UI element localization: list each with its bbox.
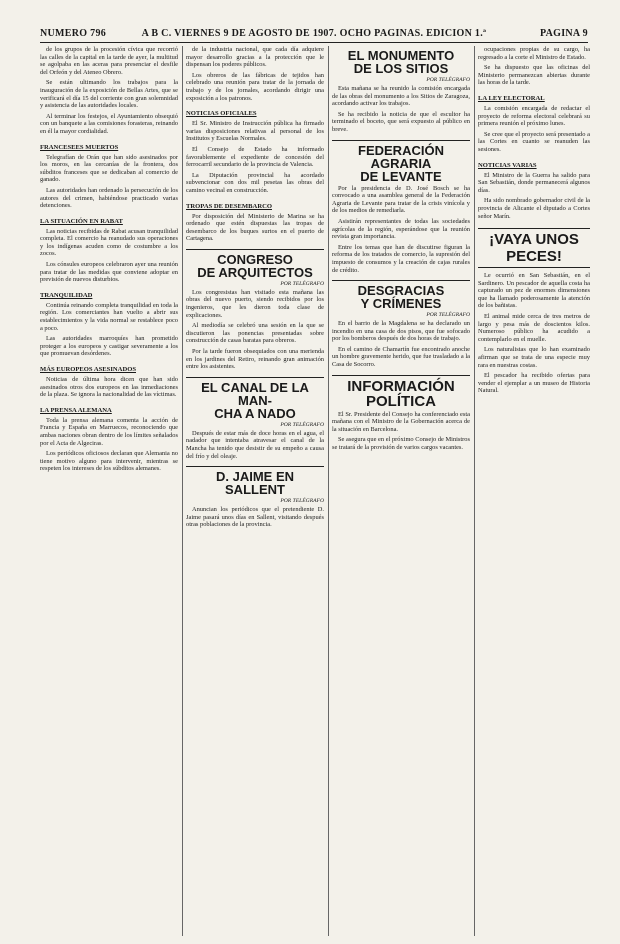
paragraph: Esta mañana se ha reunido la comisión encargada de las obras del monumento a los Sitios de Zaragoza, acordando activar los trabajos. [332, 85, 470, 108]
headline-line: FEDERACIÓN AGRARIA [358, 142, 444, 171]
column-rule [474, 46, 475, 936]
section-heading: NOTICIAS VARIAS [478, 161, 537, 169]
paragraph: Se asegura que en el próximo Consejo de Ministros se tratará de la provisión de varios cargos vacantes. [332, 436, 470, 452]
paragraph: Las noticias recibidas de Rabat acusan tranquilidad completa. El comercio ha reanudado sus operaciones y los indígenas acuden como de costumbre a los zocos. [40, 227, 178, 258]
headline-line: DE LEVANTE [360, 168, 442, 184]
paragraph: Telegrafían de Orán que han sido asesinados por los moros, en las cercanías de la frontera, dos súbditos franceses que se dedicaban al comercio de ganado. [40, 153, 178, 184]
paragraph: Las autoridades marroquíes han prometido proteger a los europeos y castigar severamente a los que promuevan desórdenes. [40, 335, 178, 358]
paragraph: de los grupos de la procesión cívica que recorrió las calles de la capital en la tarde de ayer, la multitud se agolpaba en las aceras para presenciar el desfile del Orfeón y del Ateneo Obrero. [40, 46, 178, 76]
paragraph: Los naturalistas que lo han examinado afirman que se trata de una especie muy rara en nuestras costas. [478, 346, 590, 369]
paragraph: El Sr. Presidente del Consejo ha conferenciado esta mañana con el Ministro de la Gobernación acerca de la situación en Barcelona. [332, 410, 470, 433]
section-heading: NOTICIAS OFICIALES [186, 110, 257, 118]
headline-line: D. JAIME EN SALLENT [215, 469, 294, 498]
paragraph: El Sr. Ministro de Instrucción pública ha firmado varias disposiciones relativas al personal de los Institutos y Escuelas Normales. [186, 120, 324, 143]
paragraph: Se ha dispuesto que las oficinas del Ministerio permanezcan abiertas durante las horas de la tarde. [478, 64, 590, 87]
section-heading: LA SITUACIÓN EN RABAT [40, 217, 123, 225]
date-line: A B C. VIERNES 9 DE AGOSTO DE 1907. OCHO PAGINAS. EDICION 1.ª [141, 28, 487, 39]
article-headline-monumento [332, 46, 470, 75]
paragraph: La Diputación provincial ha acordado subvencionar con dos mil pesetas las obras del camino vecinal en construcción. [186, 171, 324, 194]
paragraph: Por la tarde fueron obsequiados con una merienda en los jardines del Retiro, reinando gran animación entre los asistentes. [186, 348, 324, 371]
paragraph: Los obreros de las fábricas de tejidos han celebrado una reunión para tratar de la jornada de trabajo y de los jornales, acordando dirigir una exposición a los patronos. [186, 71, 324, 102]
column-1 [40, 46, 178, 936]
section-heading: LA LEY ELECTORAL [478, 94, 545, 102]
paragraph: El animal mide cerca de tres metros de largo y pesa más de doscientos kilos. Numeroso público ha acudido a contemplarlo en el muelle. [478, 313, 590, 343]
paragraph: Le ocurrió en San Sebastián, en el Sardinero. Un pescador de aquella costa ha capturado un pez de enormes dimensiones que ha llamado poderosamente la atención de los bañistas. [478, 272, 590, 310]
article-headline-canal [186, 377, 324, 420]
byline: POR TELÉGRAFO [280, 280, 324, 287]
paragraph: Los congresistas han visitado esta mañana las obras del nuevo puerto, siendo recibidos por los ingenieros, que les dieron toda clase de explicaciones. [186, 288, 324, 319]
byline: POR TELÉGRAFO [280, 498, 324, 505]
column-3 [332, 46, 470, 936]
paragraph: Por la presidencia de D. José Bosch se ha convocado a una asamblea general de la Federación Agraria de Levante para tratar de la crisis vinícola y de los medios de remediarla. [332, 184, 470, 215]
article-headline-desgracias [332, 280, 470, 310]
column-2 [186, 46, 324, 936]
headline-line: EL MONUMENTO [347, 48, 455, 63]
byline: POR TELÉGRAFO [426, 77, 470, 83]
paragraph: Después de estar más de doce horas en el agua, el nadador que intentaba atravesar el canal de la Mancha ha tenido que desistir de su empeño a causa del frío y del oleaje. [186, 429, 324, 460]
section-heading: TROPAS DE DESEMBARCO [186, 202, 272, 210]
paragraph: ocupaciones propias de su cargo, ha regresado a la corte el Ministro de Estado. [478, 46, 590, 61]
paragraph: El Ministro de la Guerra ha salido para San Sebastián, donde permanecerá algunos días. [478, 171, 590, 194]
paragraph: Por disposición del Ministerio de Marina se ha ordenado que estén dispuestas las tropas de desembarco de los buques surtos en el puerto de Cartagena. [186, 212, 324, 243]
paragraph: Continúa reinando completa tranquilidad en toda la región. Los comerciantes han vuelto a abrir sus establecimientos y la vida normal se restablece poco a poco. [40, 301, 178, 332]
section-heading: FRANCESEES MUERTOS [40, 143, 119, 151]
paragraph: Los periódicos oficiosos declaran que Alemania no tiene motivo alguno para intervenir, mientras se respeten los intereses de los súbditos alemanes. [40, 450, 178, 473]
paragraph: Noticias de última hora dicen que han sido asesinados otros dos europeos en las inmediaciones de la plaza. Se ignora la nacionalidad de las víctimas. [40, 376, 178, 399]
masthead [40, 28, 588, 43]
paragraph: Anuncian los periódicos que el pretendiente D. Jaime pasará unos días en Sallent, visitando después otras poblaciones de la provincia. [186, 506, 324, 529]
byline: POR TELÉGRAFO [280, 421, 324, 428]
page-number: PAGINA 9 [539, 28, 588, 39]
section-heading: TRANQUILIDAD [40, 291, 93, 299]
section-heading: MÁS EUROPEOS ASESINADOS [40, 366, 136, 373]
column-rule [328, 46, 329, 936]
paragraph: Se ha recibido la noticia de que el escultor ha terminado el boceto, que será expuesto al público en breve. [332, 110, 470, 133]
paragraph: En el camino de Chamartín fue encontrado anoche un hombre gravemente herido, que fue trasladado a la Casa de Socorro. [332, 345, 470, 369]
paragraph: Asistirán representantes de todas las sociedades agrícolas de la región, esperándose que la reunión revista gran importancia. [332, 217, 470, 241]
paragraph: En el barrio de la Magdalena se ha declarado un incendio en una casa de dos pisos, que fue sofocado por los bomberos después de dos horas de trabajo. [332, 320, 470, 343]
issue-number: NUMERO 796 [40, 28, 107, 39]
article-headline-informacion [332, 375, 470, 409]
headline-line: EL CANAL DE LA MAN- [201, 379, 309, 408]
paragraph: de la industria nacional, que cada día adquiere mayor desarrollo gracias a la protección que le dispensan los poderes públicos. [186, 46, 324, 69]
paragraph: El pescador ha recibido ofertas para vender el ejemplar a un museo de Historia Natural. [478, 372, 590, 395]
article-headline-jaime [186, 466, 324, 496]
column-4 [478, 46, 590, 936]
headline-line: INFORMACIÓN [347, 377, 455, 395]
paragraph: Ha sido nombrado gobernador civil de la provincia de Alicante el diputado a Cortes señor Marín. [478, 197, 590, 220]
byline: POR TELÉGRAFO [426, 312, 470, 319]
headline-line: DE ARQUITECTOS [197, 264, 313, 280]
article-headline-federacion [332, 140, 470, 183]
paragraph: Las autoridades han ordenado la persecución de los autores del crimen, habiéndose practicado varias detenciones. [40, 186, 178, 210]
paragraph: Toda la prensa alemana comenta la acción de Francia y España en Marruecos, reconociendo que ambas naciones obran dentro de los límites señalados por el Acta de Algeciras. [40, 416, 178, 447]
paragraph: El Consejo de Estado ha informado favorablemente el expediente de concesión del ferrocarril secundario de la provincia de Valencia. [186, 145, 324, 169]
paragraph: Al mediodía se celebró una sesión en la que se discutieron las ponencias presentadas sobre construcción de casas baratas para obreros. [186, 322, 324, 345]
paragraph: Se están ultimando los trabajos para la inauguración de la exposición de Bellas Artes, que se verificará el día 15 del corriente con gran solemnidad y asistencia de las autoridades locales. [40, 79, 178, 110]
article-headline-peces: ¡VAYA UNOS PECES! [478, 228, 590, 268]
paragraph: Al terminar los festejos, el Ayuntamiento obsequió con un banquete a las comisiones forasteras, reinando en él la mayor cordialidad. [40, 112, 178, 135]
paragraph: Se cree que el proyecto será presentado a las Cortes en cuanto se reanuden las sesiones. [478, 130, 590, 153]
paragraph: Los cónsules europeos celebraron ayer una reunión para tratar de las medidas que conviene adoptar en previsión de nuevos disturbios. [40, 261, 178, 284]
section-heading: LA PRENSA ALEMANA [40, 406, 112, 414]
headline-line: CONGRESO [217, 251, 293, 267]
headline-line: CHA A NADO [214, 405, 296, 421]
paragraph: La comisión encargada de redactar el proyecto de reforma electoral celebrará su primera reunión el próximo lunes. [478, 104, 590, 128]
headline-line: DESGRACIAS [357, 283, 445, 299]
headline-line: POLÍTICA [366, 392, 436, 410]
paragraph: Entre los temas que han de discutirse figuran la reforma de los tratados de comercio, la supresión del impuesto de consumos y la creación de cajas rurales de crédito. [332, 243, 470, 274]
headline-line: DE LOS SITIOS [353, 61, 449, 76]
article-headline-congreso [186, 249, 324, 279]
column-rule [182, 46, 183, 936]
headline-line: Y CRÍMENES [360, 296, 442, 312]
